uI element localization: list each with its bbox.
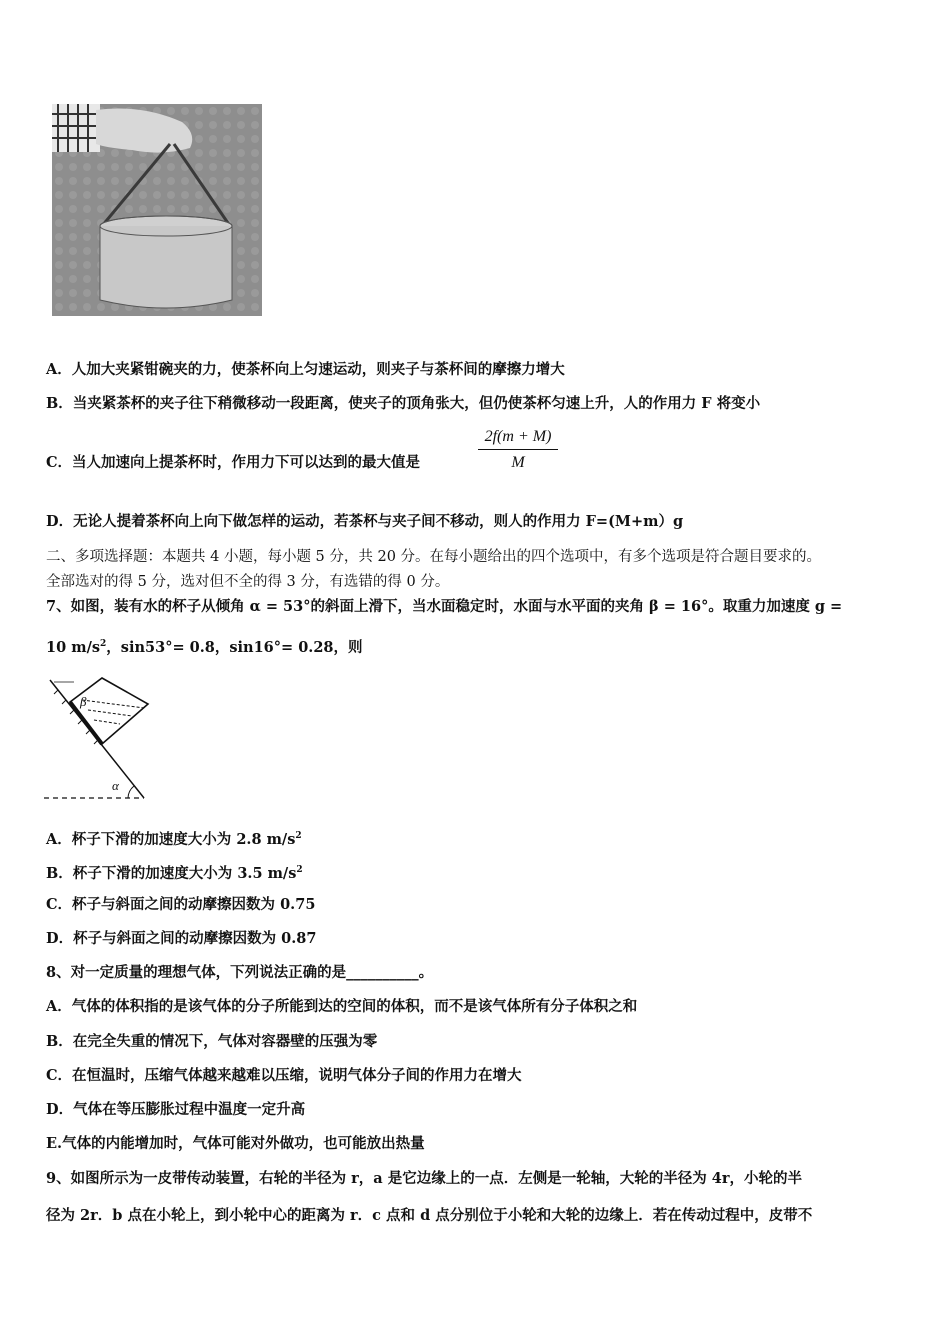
q8-option-a: A．气体的体积指的是该气体的分子所能到达的空间的体积，而不是该气体所有分子体积之和 <box>46 998 638 1015</box>
q8-option-d: D．气体在等压膨胀过程中温度一定升高 <box>46 1101 306 1118</box>
fraction-denominator: M <box>511 454 525 471</box>
fraction-numerator: 2f(m + M) <box>478 428 558 450</box>
section2-line1: 二、多项选择题：本题共 4 小题，每小题 5 分，共 20 分。在每小题给出的四个选项中，有多个选项是符合题目要求的。 <box>46 549 822 565</box>
beta-label: β <box>80 694 87 709</box>
q6-fraction <box>478 428 558 472</box>
q7-option-a: A．杯子下滑的加速度大小为 2.8 $m/s^2$ <box>46 830 302 848</box>
q6-option-a: A．人加大夹紧钳碗夹的力，使茶杯向上匀速运动，则夹子与茶杯间的摩擦力增大 <box>46 361 565 378</box>
q9-line2: 径为 2r．b 点在小轮上，到小轮中心的距离为 r．c 点和 d 点分别位于小轮和大轮的边缘上．若在传动过程中，皮带不 <box>46 1207 813 1224</box>
q7-stem-line2: 10 $m/s^2$，sin53°= 0.8，sin16°= 0.28，则 <box>46 638 363 656</box>
q7-option-b: B．杯子下滑的加速度大小为 3.5 $m/s^2$ <box>46 864 303 882</box>
q7-option-d: D．杯子与斜面之间的动摩擦因数为 0.87 <box>46 930 317 947</box>
alpha-label: α <box>112 778 119 793</box>
q8-option-e: E.气体的内能增加时，气体可能对外做功，也可能放出热量 <box>46 1135 425 1152</box>
q8-option-b: B．在完全失重的情况下，气体对容器壁的压强为零 <box>46 1033 378 1050</box>
incline-figure <box>44 672 154 804</box>
section2-line2: 全部选对的得 5 分，选对但不全的得 3 分，有选错的得 0 分。 <box>46 574 450 590</box>
q8-stem: 8、对一定质量的理想气体，下列说法正确的是__________。 <box>46 964 434 981</box>
q6-option-b: B．当夹紧茶杯的夹子往下稍微移动一段距离，使夹子的顶角张大，但仍使茶杯匀速上升，人的作用力 F 将变小 <box>46 395 761 412</box>
q7-stem-line1: 7、如图，装有水的杯子从倾角 α = 53°的斜面上滑下，当水面稳定时，水面与水平面的夹角 β = 16°。取重力加速度 g = <box>46 598 843 615</box>
tea-cup-photo <box>52 104 262 316</box>
q8-option-c: C．在恒温时，压缩气体越来越难以压缩，说明气体分子间的作用力在增大 <box>46 1067 522 1084</box>
q6-option-d: D．无论人提着茶杯向上向下做怎样的运动，若茶杯与夹子间不移动，则人的作用力 F=(M+m）g <box>46 513 684 530</box>
q7-option-c: C．杯子与斜面之间的动摩擦因数为 0.75 <box>46 896 316 913</box>
q6-option-c: C．当人加速向上提茶杯时，作用力下可以达到的最大值是 <box>46 454 421 471</box>
q9-line1: 9、如图所示为一皮带传动装置，右轮的半径为 r，a 是它边缘上的一点．左侧是一轮轴，大轮的半径为 4r，小轮的半 <box>46 1170 802 1187</box>
